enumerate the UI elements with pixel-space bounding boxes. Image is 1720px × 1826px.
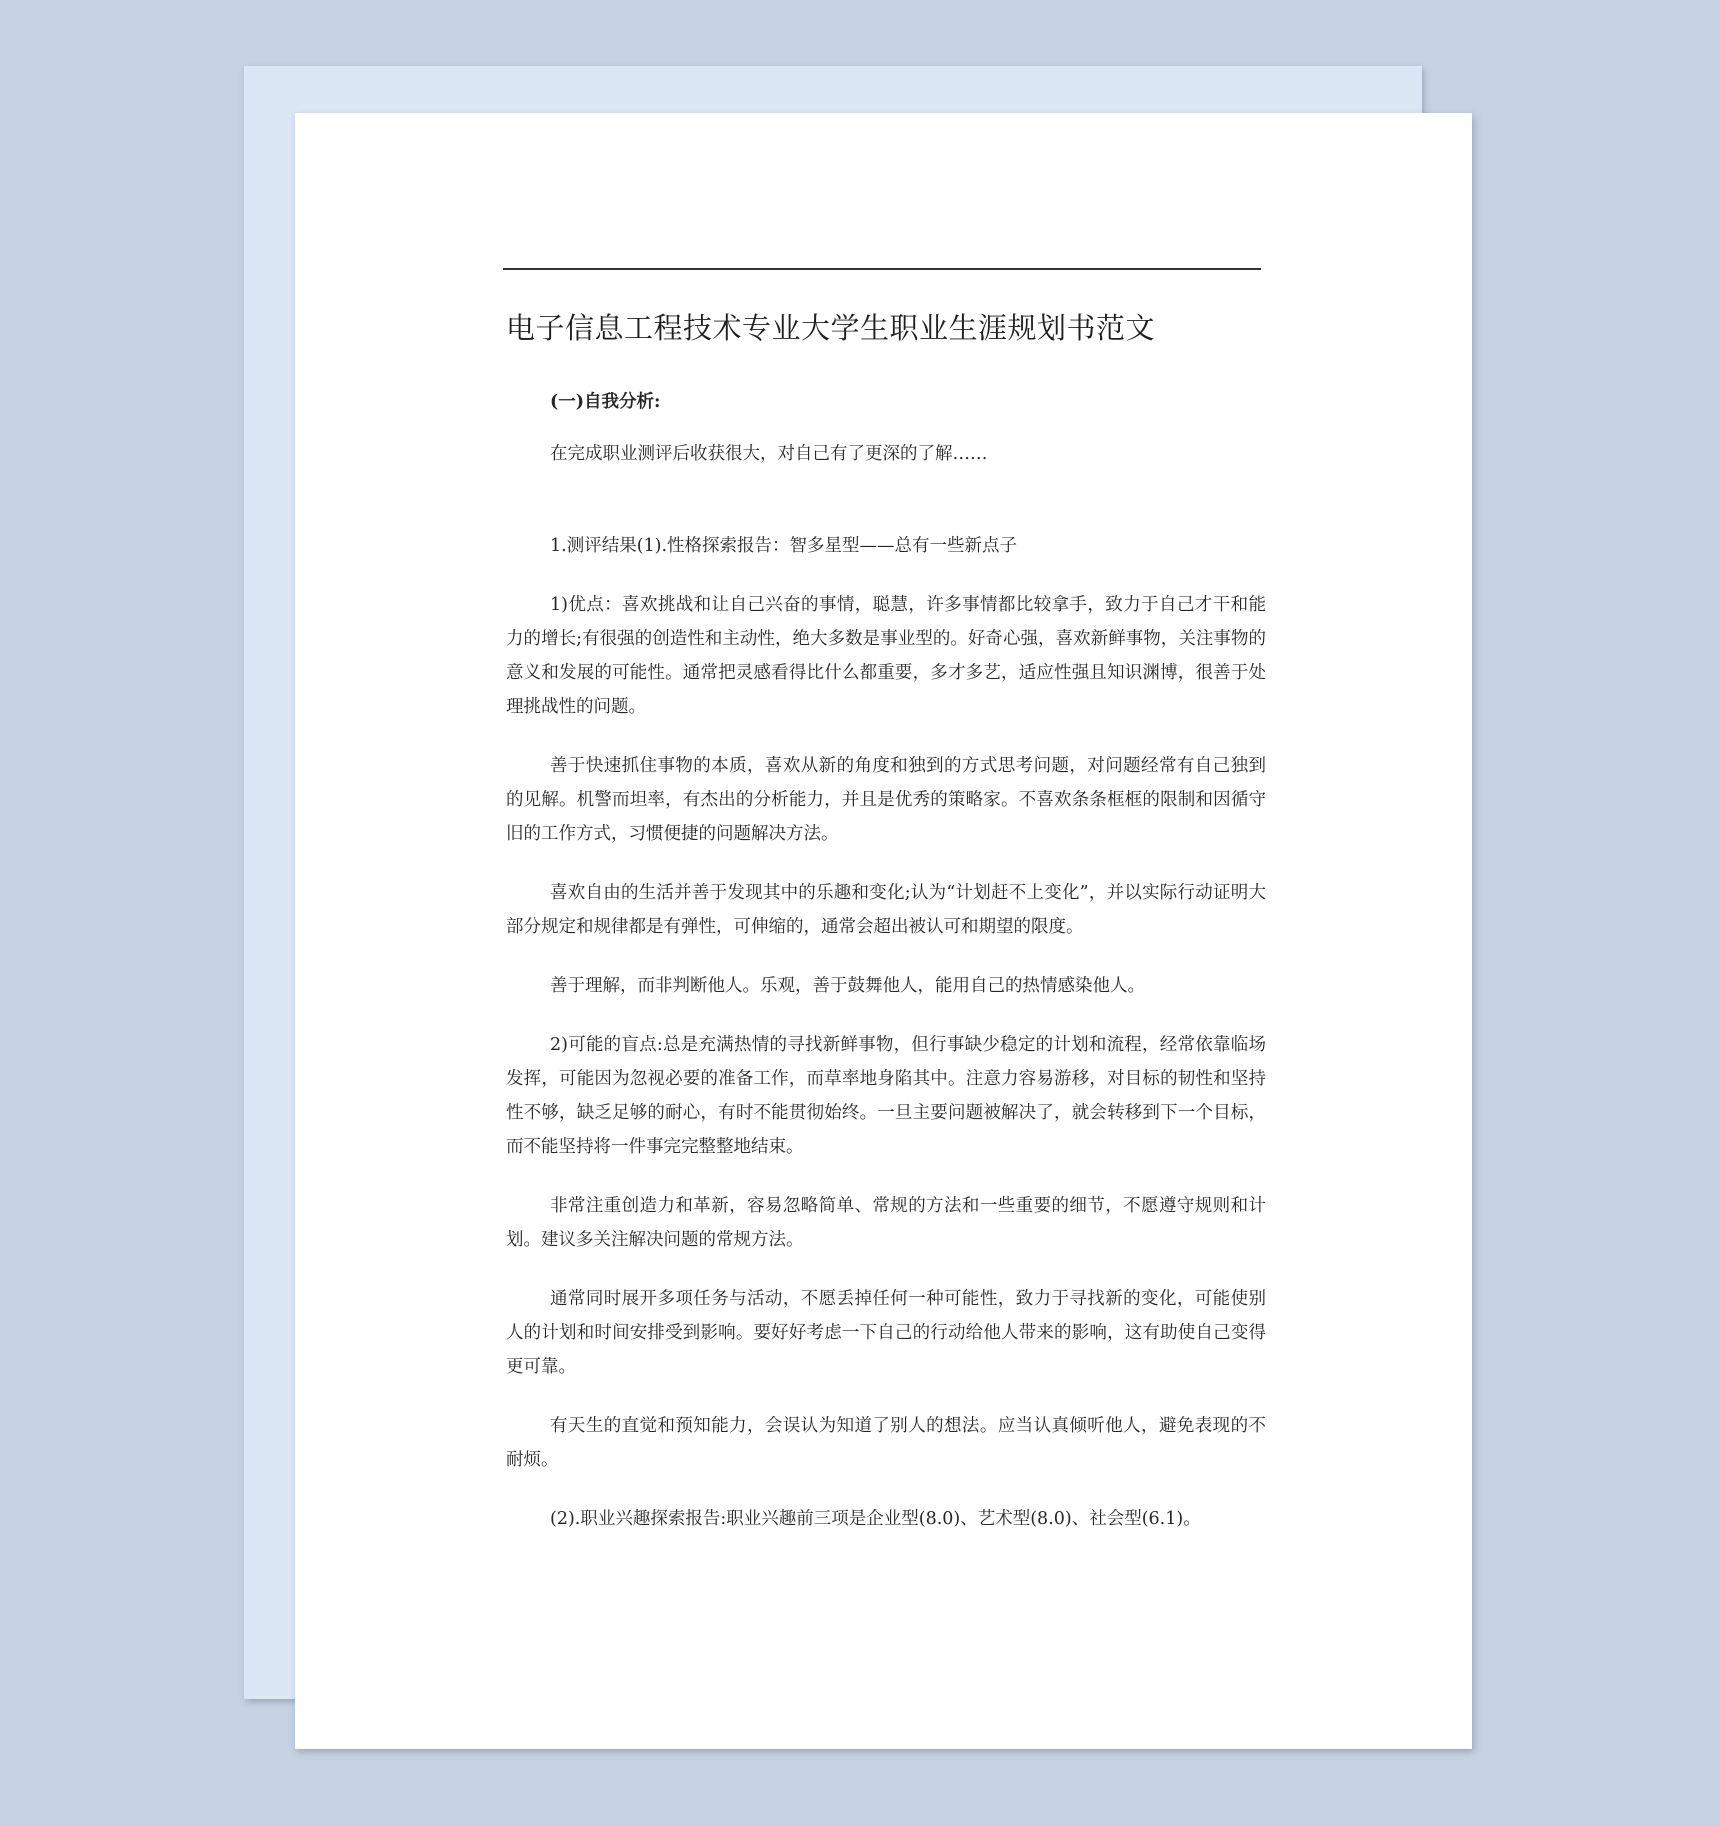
- paragraph: 1)优点：喜欢挑战和让自己兴奋的事情，聪慧，许多事情都比较拿手，致力于自己才干和能力的增长;有很强的创造性和主动性，绝大多数是事业型的。好奇心强，喜欢新鲜事物，关注事物的意义和发展的可能性。通常把灵感看得比什么都重要，多才多艺，适应性强且知识渊博，很善于处理挑战性的问题。: [506, 595, 1266, 717]
- paragraph: 喜欢自由的生活并善于发现其中的乐趣和变化;认为“计划赶不上变化”，并以实际行动证明大部分规定和规律都是有弹性，可伸缩的，通常会超出被认可和期望的限度。: [506, 883, 1266, 937]
- document-title: 电子信息工程技术专业大学生职业生涯规划书范文: [506, 311, 1156, 345]
- paragraph: (2).职业兴趣探索报告:职业兴趣前三项是企业型(8.0)、艺术型(8.0)、社会型(6.1)。: [550, 1509, 1201, 1529]
- paragraph: 通常同时展开多项任务与活动，不愿丢掉任何一种可能性，致力于寻找新的变化，可能使别人的计划和时间安排受到影响。要好好考虑一下自己的行动给他人带来的影响，这有助使自己变得更可靠。: [506, 1289, 1266, 1377]
- section-heading: (一)自我分析:: [550, 392, 661, 412]
- paragraph: 非常注重创造力和革新，容易忽略简单、常规的方法和一些重要的细节，不愿遵守规则和计划。建议多关注解决问题的常规方法。: [506, 1196, 1266, 1250]
- paragraph: 有天生的直觉和预知能力，会误认为知道了别人的想法。应当认真倾听他人，避免表现的不耐烦。: [506, 1416, 1266, 1470]
- paragraph: 善于理解，而非判断他人。乐观，善于鼓舞他人，能用自己的热情感染他人。: [550, 976, 1145, 996]
- paragraph: 善于快速抓住事物的本质，喜欢从新的角度和独到的方式思考问题，对问题经常有自己独到的见解。机警而坦率，有杰出的分析能力，并且是优秀的策略家。不喜欢条条框框的限制和因循守旧的工作方式，习惯便捷的问题解决方法。: [506, 756, 1266, 844]
- document-body: [506, 385, 1266, 1561]
- paragraph: 1.测评结果(1).性格探索报告：智多星型——总有一些新点子: [550, 536, 1018, 556]
- header-rule: [503, 268, 1261, 270]
- paragraph: 在完成职业测评后收获很大，对自己有了更深的了解……: [550, 444, 988, 464]
- document-page: [295, 113, 1472, 1749]
- paragraph: 2)可能的盲点:总是充满热情的寻找新鲜事物，但行事缺少稳定的计划和流程，经常依靠临场发挥，可能因为忽视必要的准备工作，而草率地身陷其中。注意力容易游移，对目标的韧性和坚持性不够，缺乏足够的耐心，有时不能贯彻始终。一旦主要问题被解决了，就会转移到下一个目标，而不能坚持将一件事完完整整地结束。: [506, 1035, 1266, 1157]
